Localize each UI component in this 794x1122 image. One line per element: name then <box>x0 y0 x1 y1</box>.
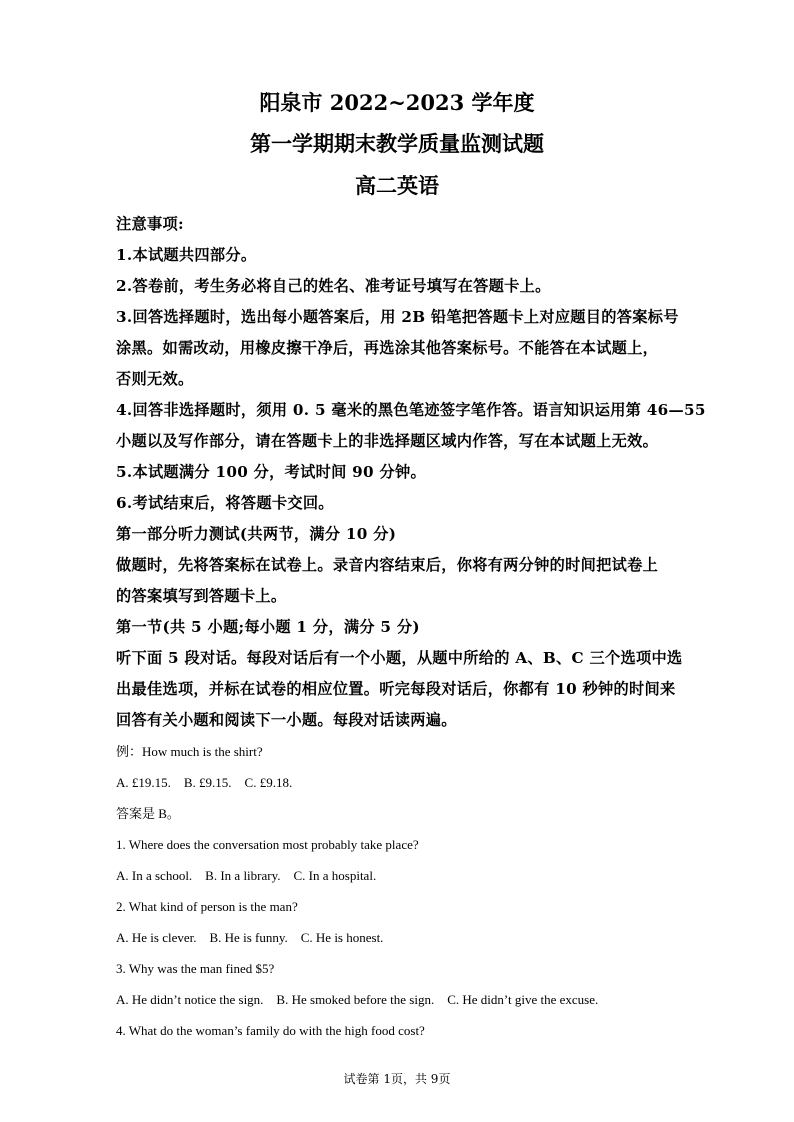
example-answer: 答案是 B。 <box>116 806 180 821</box>
question-stem: 1. Where does the conversation most probably take place? <box>116 837 419 852</box>
section1-instructions-line-1: 听下面 5 段对话。每段对话后有一个小题，从题中所给的 A、B、C 三个选项中选 <box>116 649 683 667</box>
part1-instructions-line-2: 的答案填写到答题卡上。 <box>116 587 287 605</box>
title-line-2: 第一学期期末教学质量监测试题 <box>250 131 544 156</box>
notice-heading: 注意事项: <box>116 215 184 233</box>
question-stem: 2. What kind of person is the man? <box>116 899 298 914</box>
notice-item-4-line-1: 4.回答非选择题时，须用 0. 5 毫米的黑色笔迹签字笔作答。语言知识运用第 46—55 <box>116 401 706 419</box>
part1-instructions-line-1: 做题时，先将答案标在试卷上。录音内容结束后，你将有两分钟的时间把试卷上 <box>116 556 659 574</box>
notice-item-5: 5.本试题满分 100 分，考试时间 90 分钟。 <box>116 463 426 481</box>
section1-heading: 第一节(共 5 小题;每小题 1 分，满分 5 分) <box>116 618 420 636</box>
notice-item-2: 2.答卷前，考生务必将自己的姓名、准考证号填写在答题卡上。 <box>116 277 551 295</box>
section1-instructions-line-3: 回答有关小题和阅读下一小题。每段对话读两遍。 <box>116 711 457 729</box>
question-options: A. He is clever. B. He is funny. C. He is honest. <box>116 930 384 945</box>
part1-heading: 第一部分听力测试(共两节，满分 10 分) <box>116 525 397 543</box>
question-options: A. In a school. B. In a library. C. In a hospital. <box>116 868 377 883</box>
example-question: 例：How much is the shirt? <box>116 744 263 759</box>
title-line-3: 高二英语 <box>355 173 439 198</box>
question-stem: 3. Why was the man fined $5? <box>116 961 275 976</box>
notice-item-4-line-2: 小题以及写作部分，请在答题卡上的非选择题区域内作答，写在本试题上无效。 <box>116 432 659 450</box>
notice-item-3-line-3: 否则无效。 <box>116 370 194 388</box>
notice-item-3-line-2: 涂黑。如需改动，用橡皮擦干净后，再选涂其他答案标号。不能答在本试题上， <box>116 339 659 357</box>
notice-item-1: 1.本试题共四部分。 <box>116 246 257 264</box>
question-stem: 4. What do the woman’s family do with the high food cost? <box>116 1023 425 1038</box>
title-line-1: 阳泉市 2022~2023 学年度 <box>259 90 535 115</box>
page-footer: 试卷第 1页，共 9页 <box>343 1072 451 1086</box>
section1-instructions-line-2: 出最佳选项，并标在试卷的相应位置。听完每段对话后，你都有 10 秒钟的时间来 <box>116 680 676 698</box>
question-options: A. He didn’t notice the sign. B. He smoked before the sign. C. He didn’t give the excuse. <box>116 992 599 1007</box>
notice-item-3-line-1: 3.回答选择题时，选出每小题答案后，用 2B 铅笔把答题卡上对应题目的答案标号 <box>116 308 679 326</box>
notice-item-6: 6.考试结束后，将答题卡交回。 <box>116 494 334 512</box>
example-options: A. £19.15. B. £9.15. C. £9.18. <box>116 775 293 790</box>
